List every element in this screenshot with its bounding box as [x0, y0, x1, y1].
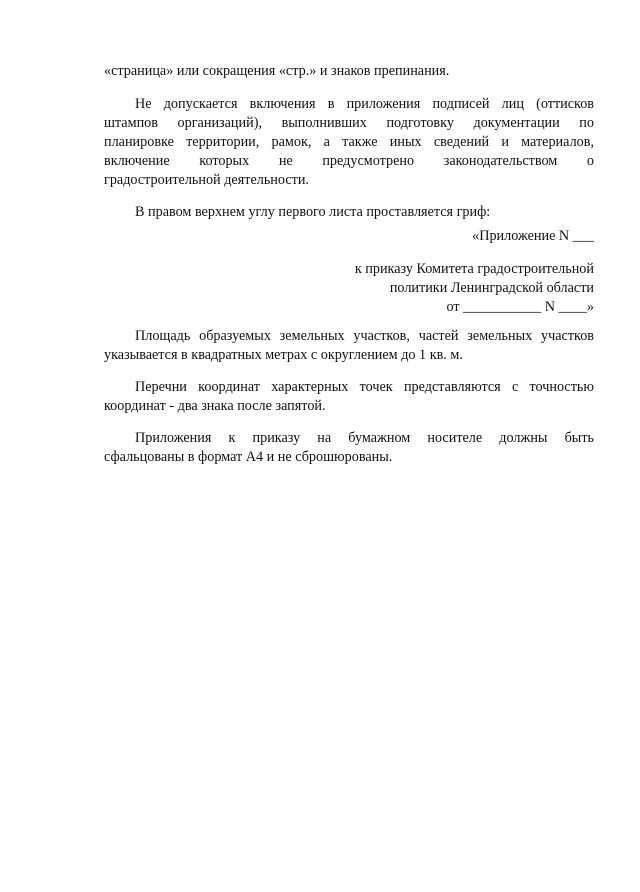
paragraph-line: штампов организаций), выполнивших подготовку документации по	[104, 115, 594, 131]
paragraph-line: указывается в квадратных метрах с округлением до 1 кв. м.	[104, 347, 463, 363]
paragraph-line: Приложения к приказу на бумажном носителе должны быть	[135, 430, 594, 446]
paragraph-line: координат - два знака после запятой.	[104, 398, 326, 414]
stamp-title: «Приложение N ___	[472, 228, 594, 244]
paragraph-line: градостроительной деятельности.	[104, 172, 309, 188]
paragraph-stamp-intro: В правом верхнем углу первого листа проставляется гриф:	[135, 204, 491, 220]
paragraph-line: планировке территории, рамок, а также иных сведений и материалов,	[104, 134, 594, 150]
paragraph-line: сфальцованы в формат А4 и не сброшюрованы.	[104, 449, 393, 465]
stamp-line: политики Ленинградской области	[389, 280, 594, 296]
paragraph-line: включение которых не предусмотрено законодательством о	[104, 153, 594, 169]
stamp-line: от ___________ N ____»	[446, 299, 594, 315]
paragraph-line: Площадь образуемых земельных участков, частей земельных участков	[135, 328, 594, 344]
stamp-line: к приказу Комитета градостроительной	[354, 261, 594, 277]
paragraph-continuation: «страница» или сокращения «стр.» и знаков препинания.	[104, 63, 450, 79]
paragraph-line: Перечни координат характерных точек представляются с точностью	[135, 379, 594, 395]
paragraph-line: Не допускается включения в приложения подписей лиц (оттисков	[135, 96, 594, 112]
